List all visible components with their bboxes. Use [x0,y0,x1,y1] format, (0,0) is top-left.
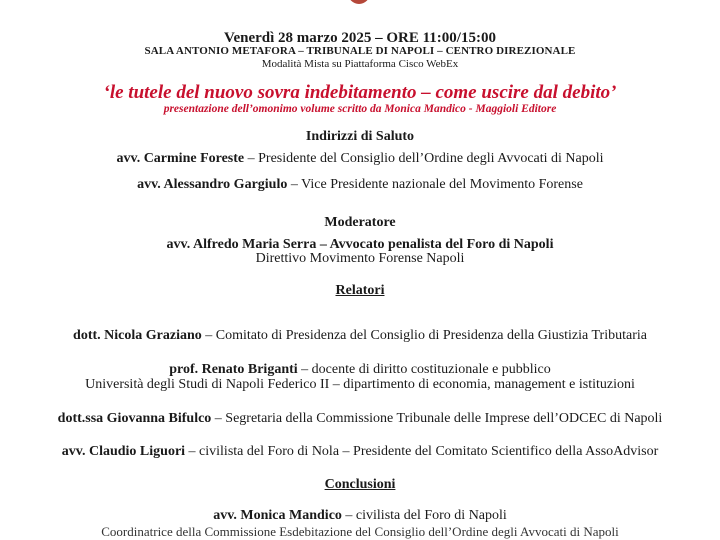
conclusioni-cutoff: Coordinatrice della Commissione Esdebitazione del Consiglio dell’Ordine degli Avvocati di Napoli [101,524,619,539]
person-name: avv. Claudio Liguori [61,444,186,459]
saluti-person [0,151,720,167]
person-name: dott. Nicola Graziano [73,328,202,343]
relatore [0,444,720,460]
moderatore-heading: Moderatore [324,215,396,230]
event-venue: SALA ANTONIO METAFORA – TRIBUNALE DI NAPOLI – CENTRO DIREZIONALE [144,45,576,57]
person-role: – Segretaria della Commissione Tribunale delle Imprese dell’ODCEC di Napoli [214,411,663,426]
event-title: ‘le tutele del nuovo sovra indebitamento – come uscire dal debito’ [103,82,617,103]
conclusioni-heading: Conclusioni [324,477,396,492]
person-role: – Vice Presidente nazionale del Movimento Forense [290,177,583,192]
person-role: – docente di diritto costituzionale e pubblico [301,362,551,377]
person-name: avv. Carmine Foreste [116,151,245,166]
person-role: – civilista del Foro di Napoli [345,508,507,523]
relatore-affiliation: Università degli Studi di Napoli Federico II – dipartimento di economia, management e istituzioni [85,377,635,392]
relatore [0,328,720,344]
moderatore-role: Direttivo Movimento Forense Napoli [255,251,465,266]
relatore [0,411,720,427]
event-date: Venerdì 28 marzo 2025 – ORE 11:00/15:00 [224,30,496,46]
relatore [0,362,720,378]
person-name: prof. Renato Briganti [169,362,298,377]
person-name: avv. Alessandro Gargiulo [137,177,288,192]
person-role: – Presidente del Consiglio dell’Ordine degli Avvocati di Napoli [247,151,604,166]
relatori-heading: Relatori [335,283,385,298]
event-mode: Modalità Mista su Piattaforma Cisco WebEx [261,58,459,70]
person-role: – Comitato di Presidenza del Consiglio di Presidenza della Giustizia Tributaria [205,328,647,343]
person-name: avv. Monica Mandico [213,508,342,523]
person-name: dott.ssa Giovanna Bifulco [57,411,212,426]
moderatore-name: avv. Alfredo Maria Serra – Avvocato penalista del Foro di Napoli [166,237,554,252]
person-role: – civilista del Foro di Nola – Presidente del Comitato Scientifico della AssoAdvisor [188,444,659,459]
conclusioni-person [0,508,720,524]
saluti-person [0,177,720,193]
logo-fragment [348,0,370,4]
book-presentation: presentazione dell’omonimo volume scritto da Monica Mandico - Maggioli Editore [163,103,557,115]
saluti-heading: Indirizzi di Saluto [305,129,415,144]
